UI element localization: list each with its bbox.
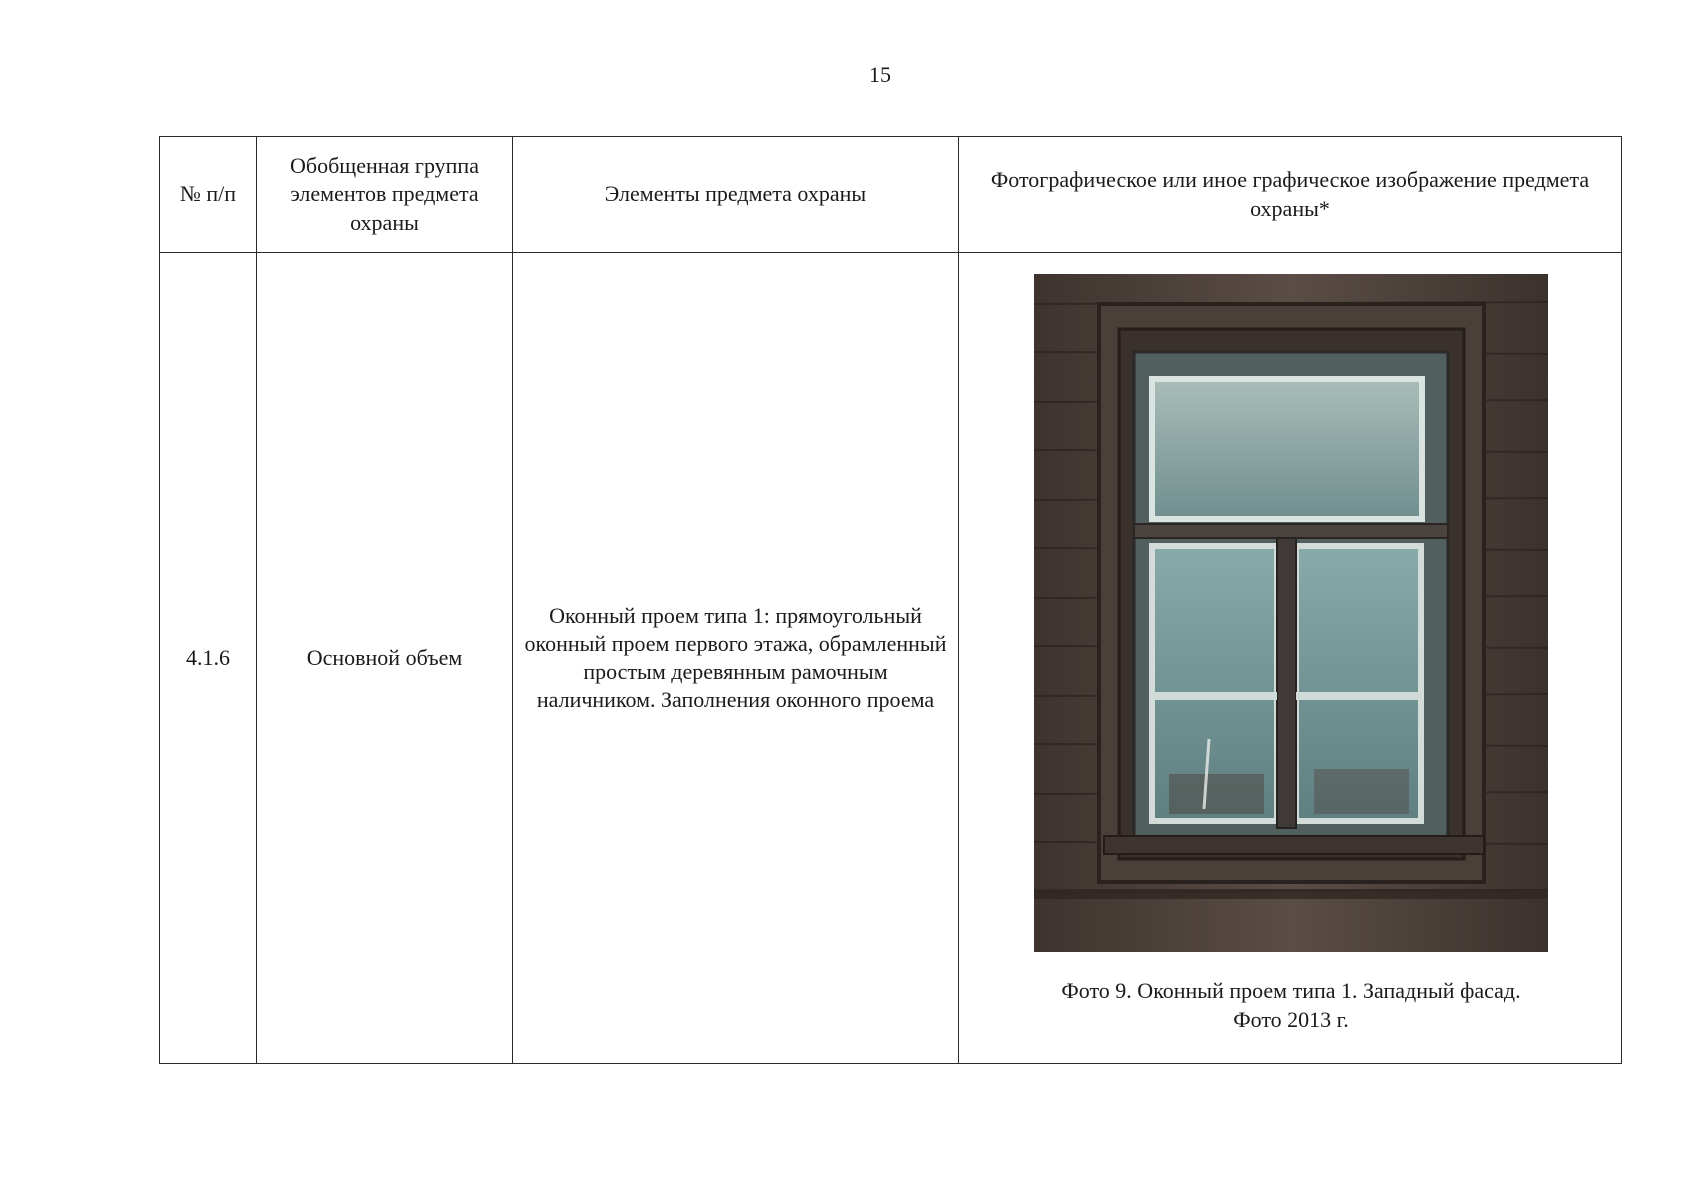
header-group: Обобщенная группа элементов предмета охраны: [257, 137, 513, 253]
table-row: [160, 253, 1622, 1064]
page-number: 15: [869, 62, 891, 87]
protection-elements-table: [159, 136, 1622, 1064]
row-elements: Оконный проем типа 1: прямоугольный оконный проем первого этажа, обрамленный простым деревянным рамочным наличником. Заполнения оконного проема: [513, 253, 959, 1064]
row-photo-cell: [959, 253, 1622, 1064]
photo-caption: [959, 977, 1623, 1034]
header-elements: Элементы предмета охраны: [513, 137, 959, 253]
row-group: Основной объем: [257, 253, 513, 1064]
window-photo: [1034, 274, 1548, 952]
header-number: № п/п: [160, 137, 257, 253]
header-image: Фотографическое или иное графическое изображение предмета охраны*: [959, 137, 1622, 253]
row-number: 4.1.6: [160, 253, 257, 1064]
table-header-row: [160, 137, 1622, 253]
photo-caption-line2: Фото 2013 г.: [1233, 1006, 1349, 1032]
photo-caption-line1: Фото 9. Оконный проем типа 1. Западный фасад.: [1061, 978, 1521, 1003]
